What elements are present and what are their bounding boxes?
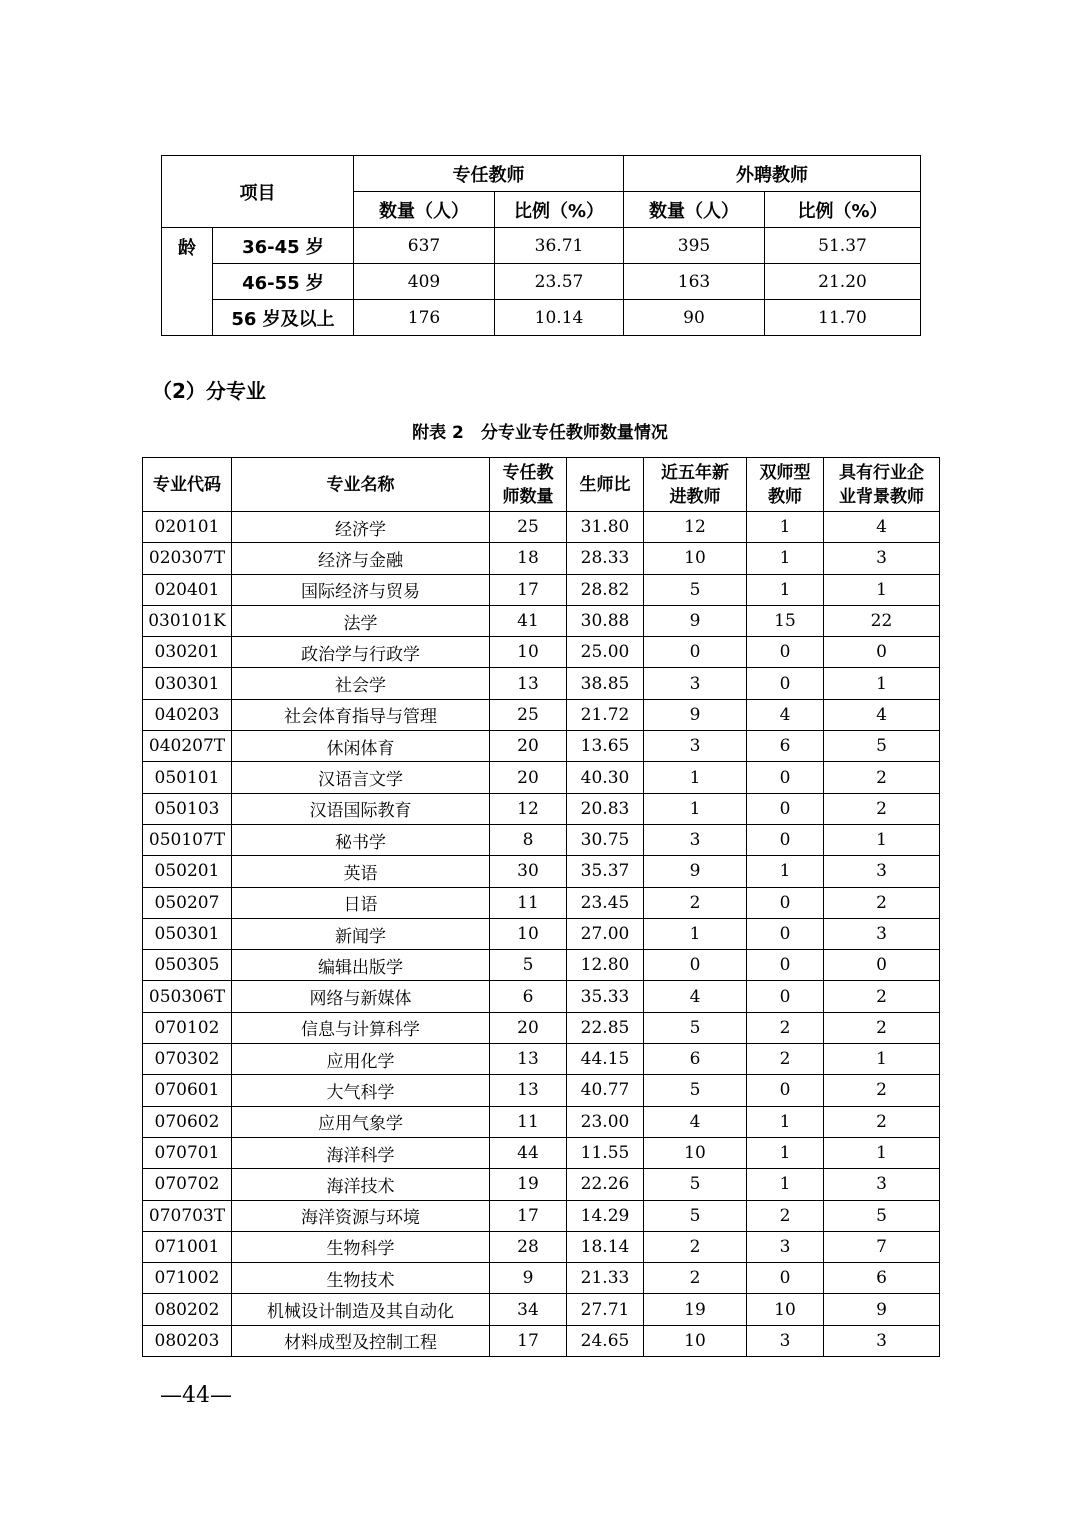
table-row — [143, 1263, 940, 1294]
student-teacher-ratio: 11.55 — [567, 1137, 644, 1168]
table-row — [143, 856, 940, 887]
major-name: 生物技术 — [232, 1263, 490, 1294]
student-teacher-ratio: 27.00 — [567, 918, 644, 949]
fulltime-count-header: 专任教 师数量 — [490, 458, 567, 512]
fulltime-count: 18 — [490, 543, 567, 574]
page-number: —44— — [160, 1383, 232, 1408]
student-teacher-ratio: 13.65 — [567, 731, 644, 762]
new-teachers: 0 — [644, 950, 747, 981]
major-code: 071002 — [143, 1263, 232, 1294]
dual-qualified-teachers: 0 — [747, 762, 824, 793]
major-name: 社会学 — [232, 668, 490, 699]
industry-background-teachers: 3 — [824, 1325, 940, 1356]
table-row — [143, 1294, 940, 1325]
major-code: 070702 — [143, 1169, 232, 1200]
student-teacher-ratio: 23.45 — [567, 887, 644, 918]
industry-background-teachers: 3 — [824, 1169, 940, 1200]
student-teacher-ratio: 38.85 — [567, 668, 644, 699]
student-teacher-ratio: 31.80 — [567, 512, 644, 543]
dual-qualified-teachers: 3 — [747, 1231, 824, 1262]
fulltime-count: 44 — [490, 1137, 567, 1168]
industry-background-teachers: 2 — [824, 762, 940, 793]
table-row — [143, 1044, 940, 1075]
major-name: 新闻学 — [232, 918, 490, 949]
major-name: 日语 — [232, 887, 490, 918]
dual-qualified-teachers: 2 — [747, 1200, 824, 1231]
major-code: 070602 — [143, 1106, 232, 1137]
student-teacher-ratio: 21.72 — [567, 699, 644, 730]
dual-qualified-teachers: 0 — [747, 981, 824, 1012]
student-teacher-ratio: 22.85 — [567, 1012, 644, 1043]
major-code: 070703T — [143, 1200, 232, 1231]
major-name: 休闲体育 — [232, 731, 490, 762]
major-name: 大气科学 — [232, 1075, 490, 1106]
table-row — [143, 1137, 940, 1168]
item-header: 项目 — [162, 156, 354, 228]
industry-background-teachers: 3 — [824, 543, 940, 574]
industry-background-teachers: 1 — [824, 668, 940, 699]
new-teachers: 0 — [644, 637, 747, 668]
major-name: 法学 — [232, 605, 490, 636]
age-table-row — [162, 300, 921, 336]
major-name: 国际经济与贸易 — [232, 574, 490, 605]
table-caption: 附表 2 分专业专任教师数量情况 — [412, 423, 668, 443]
age-group: 56 岁及以上 — [213, 300, 354, 336]
new-teachers: 5 — [644, 1169, 747, 1200]
table-row — [143, 1325, 940, 1356]
table-row — [143, 637, 940, 668]
industry-background-teachers: 1 — [824, 1044, 940, 1075]
major-code: 080202 — [143, 1294, 232, 1325]
industry-background-teachers: 2 — [824, 1106, 940, 1137]
dual-qualified-teachers: 1 — [747, 856, 824, 887]
external-count: 163 — [624, 264, 765, 300]
student-teacher-ratio: 30.88 — [567, 605, 644, 636]
external-ratio: 11.70 — [765, 300, 921, 336]
dual-qualified-teachers: 0 — [747, 824, 824, 855]
major-table-header-row — [143, 458, 940, 512]
table-row — [143, 1231, 940, 1262]
age-table-row — [162, 228, 921, 264]
major-code: 020101 — [143, 512, 232, 543]
major-code: 030201 — [143, 637, 232, 668]
table-row — [143, 1200, 940, 1231]
industry-background-teachers: 4 — [824, 512, 940, 543]
new-teachers: 9 — [644, 856, 747, 887]
major-name: 秘书学 — [232, 824, 490, 855]
fulltime-count: 20 — [490, 731, 567, 762]
dual-qualified-teachers: 0 — [747, 950, 824, 981]
external-ratio: 21.20 — [765, 264, 921, 300]
student-teacher-ratio: 44.15 — [567, 1044, 644, 1075]
dual-qualified-teachers: 1 — [747, 1137, 824, 1168]
fulltime-count: 34 — [490, 1294, 567, 1325]
fulltime-count: 20 — [490, 762, 567, 793]
dual-qualified-teachers: 10 — [747, 1294, 824, 1325]
new-teachers: 3 — [644, 668, 747, 699]
student-teacher-ratio: 23.00 — [567, 1106, 644, 1137]
major-name: 经济学 — [232, 512, 490, 543]
dual-qualified-teachers: 4 — [747, 699, 824, 730]
new-teachers: 2 — [644, 887, 747, 918]
student-teacher-ratio: 28.82 — [567, 574, 644, 605]
dual-qualified-teachers: 1 — [747, 512, 824, 543]
new-teachers: 12 — [644, 512, 747, 543]
dual-qualified-teachers: 2 — [747, 1044, 824, 1075]
dual-qualified-teachers: 0 — [747, 637, 824, 668]
student-teacher-ratio-header: 生师比 — [567, 458, 644, 512]
new-teachers: 3 — [644, 731, 747, 762]
industry-background-teachers: 9 — [824, 1294, 940, 1325]
new-teachers-header: 近五年新 进教师 — [644, 458, 747, 512]
table-row — [143, 668, 940, 699]
table-row — [143, 1012, 940, 1043]
fulltime-count: 28 — [490, 1231, 567, 1262]
dual-qualified-teachers: 15 — [747, 605, 824, 636]
major-code: 070701 — [143, 1137, 232, 1168]
industry-background-teachers: 0 — [824, 637, 940, 668]
student-teacher-ratio: 28.33 — [567, 543, 644, 574]
fulltime-count: 13 — [490, 1044, 567, 1075]
fulltime-count: 13 — [490, 668, 567, 699]
fulltime-count: 12 — [490, 793, 567, 824]
fulltime-count: 176 — [354, 300, 495, 336]
dual-qualified-teachers: 3 — [747, 1325, 824, 1356]
fulltime-count: 25 — [490, 512, 567, 543]
student-teacher-ratio: 27.71 — [567, 1294, 644, 1325]
new-teachers: 5 — [644, 1075, 747, 1106]
industry-background-teachers: 1 — [824, 824, 940, 855]
industry-background-teachers: 7 — [824, 1231, 940, 1262]
dual-qualified-teachers: 0 — [747, 887, 824, 918]
fulltime-teacher-header: 专任教师 — [354, 156, 624, 192]
dual-qualified-teachers: 0 — [747, 793, 824, 824]
new-teachers: 19 — [644, 1294, 747, 1325]
external-ratio-header: 比例（%） — [765, 192, 921, 228]
student-teacher-ratio: 18.14 — [567, 1231, 644, 1262]
major-name: 应用化学 — [232, 1044, 490, 1075]
table-row — [143, 731, 940, 762]
student-teacher-ratio: 35.33 — [567, 981, 644, 1012]
table-row — [143, 543, 940, 574]
dual-qualified-teachers: 6 — [747, 731, 824, 762]
table-row — [143, 699, 940, 730]
major-name: 应用气象学 — [232, 1106, 490, 1137]
fulltime-count: 11 — [490, 887, 567, 918]
major-name: 海洋技术 — [232, 1169, 490, 1200]
fulltime-count-header: 数量（人） — [354, 192, 495, 228]
industry-background-teachers: 2 — [824, 887, 940, 918]
industry-background-teachers: 1 — [824, 1137, 940, 1168]
major-code: 020401 — [143, 574, 232, 605]
dual-qualified-teachers: 1 — [747, 1169, 824, 1200]
dual-qualified-teachers: 0 — [747, 668, 824, 699]
student-teacher-ratio: 25.00 — [567, 637, 644, 668]
major-code: 050301 — [143, 918, 232, 949]
table-row — [143, 1075, 940, 1106]
table-row — [143, 762, 940, 793]
student-teacher-ratio: 40.30 — [567, 762, 644, 793]
dual-qualified-teachers: 1 — [747, 1106, 824, 1137]
fulltime-ratio: 36.71 — [495, 228, 624, 264]
fulltime-count: 9 — [490, 1263, 567, 1294]
new-teachers: 9 — [644, 605, 747, 636]
new-teachers: 2 — [644, 1231, 747, 1262]
major-code: 030301 — [143, 668, 232, 699]
student-teacher-ratio: 20.83 — [567, 793, 644, 824]
table-row — [143, 605, 940, 636]
student-teacher-ratio: 22.26 — [567, 1169, 644, 1200]
student-teacher-ratio: 24.65 — [567, 1325, 644, 1356]
new-teachers: 4 — [644, 981, 747, 1012]
fulltime-ratio: 23.57 — [495, 264, 624, 300]
table-row — [143, 824, 940, 855]
fulltime-count: 11 — [490, 1106, 567, 1137]
name-header: 专业名称 — [232, 458, 490, 512]
major-code: 070302 — [143, 1044, 232, 1075]
industry-background-teachers: 2 — [824, 1075, 940, 1106]
fulltime-count: 10 — [490, 918, 567, 949]
dual-qualified-teachers: 0 — [747, 1075, 824, 1106]
new-teachers: 9 — [644, 699, 747, 730]
industry-background-teachers: 22 — [824, 605, 940, 636]
new-teachers: 10 — [644, 543, 747, 574]
new-teachers: 2 — [644, 1263, 747, 1294]
major-code: 050305 — [143, 950, 232, 981]
age-table-header-row-1 — [162, 156, 921, 192]
major-table-body — [143, 512, 940, 1357]
fulltime-count: 5 — [490, 950, 567, 981]
external-ratio: 51.37 — [765, 228, 921, 264]
major-code: 050201 — [143, 856, 232, 887]
major-name: 社会体育指导与管理 — [232, 699, 490, 730]
major-name: 网络与新媒体 — [232, 981, 490, 1012]
fulltime-count: 8 — [490, 824, 567, 855]
new-teachers: 3 — [644, 824, 747, 855]
fulltime-count: 6 — [490, 981, 567, 1012]
table-row — [143, 887, 940, 918]
major-code: 050107T — [143, 824, 232, 855]
major-name: 英语 — [232, 856, 490, 887]
table-row — [143, 918, 940, 949]
major-code: 050207 — [143, 887, 232, 918]
new-teachers: 6 — [644, 1044, 747, 1075]
fulltime-count: 41 — [490, 605, 567, 636]
dual-qualified-teachers: 1 — [747, 543, 824, 574]
fulltime-count: 17 — [490, 574, 567, 605]
major-code: 071001 — [143, 1231, 232, 1262]
industry-background-teachers: 3 — [824, 918, 940, 949]
new-teachers: 4 — [644, 1106, 747, 1137]
new-teachers: 5 — [644, 574, 747, 605]
table-row — [143, 793, 940, 824]
major-name: 政治学与行政学 — [232, 637, 490, 668]
dual-qualified-teachers: 0 — [747, 918, 824, 949]
new-teachers: 1 — [644, 762, 747, 793]
major-code: 080203 — [143, 1325, 232, 1356]
student-teacher-ratio: 30.75 — [567, 824, 644, 855]
major-code: 070601 — [143, 1075, 232, 1106]
student-teacher-ratio: 35.37 — [567, 856, 644, 887]
fulltime-count: 20 — [490, 1012, 567, 1043]
major-code: 050101 — [143, 762, 232, 793]
new-teachers: 5 — [644, 1200, 747, 1231]
major-code: 020307T — [143, 543, 232, 574]
age-table-row — [162, 264, 921, 300]
major-name: 材料成型及控制工程 — [232, 1325, 490, 1356]
new-teachers: 10 — [644, 1137, 747, 1168]
major-code: 070102 — [143, 1012, 232, 1043]
fulltime-count: 10 — [490, 637, 567, 668]
fulltime-count: 30 — [490, 856, 567, 887]
major-name: 汉语国际教育 — [232, 793, 490, 824]
external-teacher-header: 外聘教师 — [624, 156, 921, 192]
major-name: 生物科学 — [232, 1231, 490, 1262]
external-count: 90 — [624, 300, 765, 336]
table-row — [143, 574, 940, 605]
major-code: 040203 — [143, 699, 232, 730]
external-count-header: 数量（人） — [624, 192, 765, 228]
industry-background-teachers: 5 — [824, 1200, 940, 1231]
table-row — [143, 981, 940, 1012]
table-row — [143, 1106, 940, 1137]
industry-background-teachers: 1 — [824, 574, 940, 605]
dual-qualified-teachers: 2 — [747, 1012, 824, 1043]
section-heading: （2）分专业 — [152, 379, 266, 403]
major-name: 机械设计制造及其自动化 — [232, 1294, 490, 1325]
major-code: 040207T — [143, 731, 232, 762]
major-code: 030101K — [143, 605, 232, 636]
fulltime-count: 13 — [490, 1075, 567, 1106]
major-name: 信息与计算科学 — [232, 1012, 490, 1043]
student-teacher-ratio: 21.33 — [567, 1263, 644, 1294]
major-name: 海洋科学 — [232, 1137, 490, 1168]
major-name: 海洋资源与环境 — [232, 1200, 490, 1231]
new-teachers: 5 — [644, 1012, 747, 1043]
new-teachers: 10 — [644, 1325, 747, 1356]
fulltime-count: 409 — [354, 264, 495, 300]
fulltime-count: 25 — [490, 699, 567, 730]
new-teachers: 1 — [644, 793, 747, 824]
age-group: 46-55 岁 — [213, 264, 354, 300]
industry-background-teachers: 2 — [824, 981, 940, 1012]
code-header: 专业代码 — [143, 458, 232, 512]
industry-background-teachers: 4 — [824, 699, 940, 730]
student-teacher-ratio: 14.29 — [567, 1200, 644, 1231]
fulltime-ratio-header: 比例（%） — [495, 192, 624, 228]
fulltime-count: 19 — [490, 1169, 567, 1200]
fulltime-count: 637 — [354, 228, 495, 264]
age-distribution-table — [161, 155, 921, 336]
age-side-label: 龄 — [162, 228, 213, 336]
age-group: 36-45 岁 — [213, 228, 354, 264]
new-teachers: 1 — [644, 918, 747, 949]
major-teacher-table — [142, 457, 940, 1357]
major-code: 050306T — [143, 981, 232, 1012]
fulltime-count: 17 — [490, 1200, 567, 1231]
student-teacher-ratio: 12.80 — [567, 950, 644, 981]
dual-qualified-teachers: 0 — [747, 1263, 824, 1294]
table-row — [143, 950, 940, 981]
student-teacher-ratio: 40.77 — [567, 1075, 644, 1106]
industry-background-teachers: 3 — [824, 856, 940, 887]
fulltime-ratio: 10.14 — [495, 300, 624, 336]
major-name: 汉语言文学 — [232, 762, 490, 793]
fulltime-count: 17 — [490, 1325, 567, 1356]
industry-background-teachers: 0 — [824, 950, 940, 981]
external-count: 395 — [624, 228, 765, 264]
major-code: 050103 — [143, 793, 232, 824]
major-name: 编辑出版学 — [232, 950, 490, 981]
industry-background-teachers: 5 — [824, 731, 940, 762]
table-row — [143, 1169, 940, 1200]
table-row — [143, 512, 940, 543]
dual-qualified-header: 双师型 教师 — [747, 458, 824, 512]
industry-background-teachers: 2 — [824, 1012, 940, 1043]
major-name: 经济与金融 — [232, 543, 490, 574]
industry-background-header: 具有行业企 业背景教师 — [824, 458, 940, 512]
industry-background-teachers: 6 — [824, 1263, 940, 1294]
industry-background-teachers: 2 — [824, 793, 940, 824]
dual-qualified-teachers: 1 — [747, 574, 824, 605]
